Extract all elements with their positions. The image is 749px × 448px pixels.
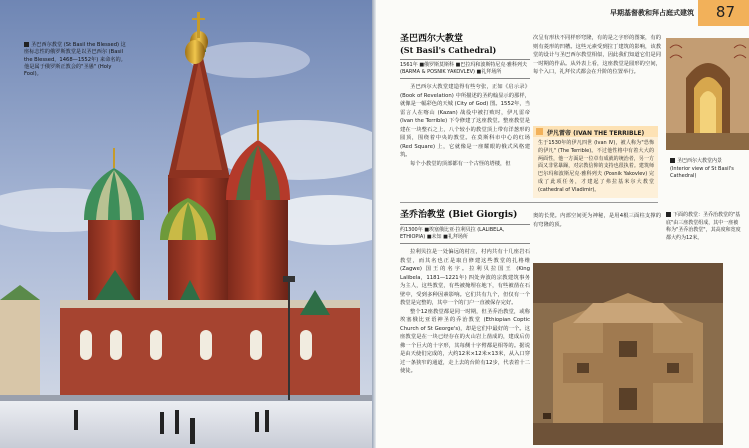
running-header: 早期基督教和拜占庭式建筑 (610, 9, 694, 17)
continuation-text: 次呈有形状不同样形穹隆，有的是之字形的图案，有的则有菱形的凹槽。这些元素受到拉丁建筑的影响，该教堂的设计与圣巴西尔教堂相似，因此我们知道它们是同一时期的作品。从外表上看，这座教堂是圆形的空间，每个入口，礼拜仪式都会在升阶的位置举行。 (533, 35, 661, 75)
left-caption-text: 圣巴西尔教堂 (St Basil the Blessed) 这座标志性的俄罗斯教堂是以圣巴西尔 (Basil the Blessed，1468—1552年) 来命名的。他是属于俄罗斯正教会的"圣愚" (Holy Fool)。 (24, 42, 126, 78)
section-meta: 约1300年 ■埃塞俄比亚·拉利贝拉 (LALIBELA, ETHIOPIA) ■未知 ■礼拜场所 (400, 224, 530, 244)
caption-bullet-icon (666, 212, 671, 217)
page-number-box (698, 0, 749, 26)
section-subtitle: (St Basil's Cathedral) (400, 45, 497, 55)
sidebar-title: 伊凡雷帝 (IVAN THE TERRIBLE) (547, 130, 645, 137)
caption-bullet-icon (24, 42, 29, 47)
caption-bullet-icon (670, 158, 675, 163)
section-biet-continued (533, 212, 661, 229)
section-st-basil-continued (533, 34, 661, 77)
church-caption (666, 212, 742, 242)
sidebar-text: 生于1530年的伊凡四世 (Ivan IV)，被人称为"恐怖的伊凡" (The Terrible)。不过他性格中有着大大的两面性，他一方面是一位卓有成就的统治者，另一方面又非常暴躁，对宗教信仰的支持也很执着。建筑师巴尔玛和波斯尼克·雅科列夫 (Posnik Yakovlev) 完成了此项任务，才建起了弗拉基米尔大教堂 (cathedral of Vladimir)。 (538, 140, 654, 193)
section-body (400, 83, 530, 168)
section-divider (400, 202, 658, 203)
sidebar-title-bar (533, 126, 658, 137)
st-basil-interior-photo (666, 38, 749, 150)
paragraph: 圣巴西尔大教堂建造得有些夸张，正如《启示录》(Book of Revelation) 中所描述的圣约翰显示的那样，就像是一幅彩色的天城 (City of God) 图。1552年，当雷言人在喀山 (Kazan) 战役中被打败时，伊凡雷帝 (Ivan the Terrible) 下令修建了这座教堂。整座教堂是建在一块整石之上，八个较小的教堂顶上带有洋葱形的圆顶，围绕着中央的教堂。在莫斯科市中心的红场 (Red Square) 上，它就像是一座耀眼的俄式风格建筑。 (400, 84, 530, 158)
section-st-basil (400, 34, 530, 168)
sidebar-ivan (533, 126, 658, 198)
paragraph: 拉利贝拉是一处偏远的村庄，村内共有十几座岩石教堂，而其名也正是取自修建这些教堂的扎格维 (Zagwe) 国王的名字。拉利贝拉国王 (King Lalibela，1181—1221年) 四处奔波的宗教建筑事务为主人，这些教堂，有些被掩埋在地下，有些被凿在石壁中，受到多种因素影响。它们共有九个，但仅有一个教堂是完整的，其中一个的门户一直被保存完好。 (400, 249, 530, 306)
church-caption-text: 下面的教堂：圣乔治教堂的"基底"由三座教堂组成，其中一座被称为"圣乔治教堂"，其高度和宽度都大约为12米。 (666, 212, 741, 241)
continuation-text: 奥的长凳。内部空间更为神秘，是用4根三面柱支撑的有穹隆的顶。 (533, 213, 661, 228)
page-header (376, 0, 749, 26)
biet-giorgis-photo (533, 263, 723, 445)
paragraph: 每个小教堂的顶部都有一个古怪的塔楼，但 (410, 160, 511, 167)
section-meta: 1561年 ■俄罗斯莫斯科 ■巴拉玛和波斯特尼克·雅科列夫 (BARMA & POSNIK YAKOVLEV) ■礼拜场所 (400, 59, 530, 79)
section-title: 圣巴西尔大教堂 (400, 34, 464, 44)
interior-caption-text: 圣巴西尔大教堂内景 (Interior view of St Basil's Cathedral) (670, 158, 734, 179)
section-body (400, 248, 530, 376)
paragraph: 整个12座教堂都是同一时期，但圣乔治教堂，或称埃塞俄比亚语神圣的乔治教堂 (Ethiopian Coptic Church of St George's)，却是它们中最好的一个。这座教堂是在一块已经存在的火山岩上凿成的，建成后仿佛一个巨大的十字形，其每侧十字臂都是相等的。据说是由天使们完成的，大约12米×12米×13米，从入口穿过一条狭窄的通道，走上去的台阶有12步，代表着十二使徒。 (400, 308, 530, 374)
section-biet-giorgis (400, 210, 530, 376)
section-title: 圣乔治教堂 (Biet Giorgis) (400, 210, 518, 220)
page-number: 87 (715, 3, 735, 21)
left-photo-caption (24, 42, 128, 78)
interior-caption (670, 158, 742, 181)
